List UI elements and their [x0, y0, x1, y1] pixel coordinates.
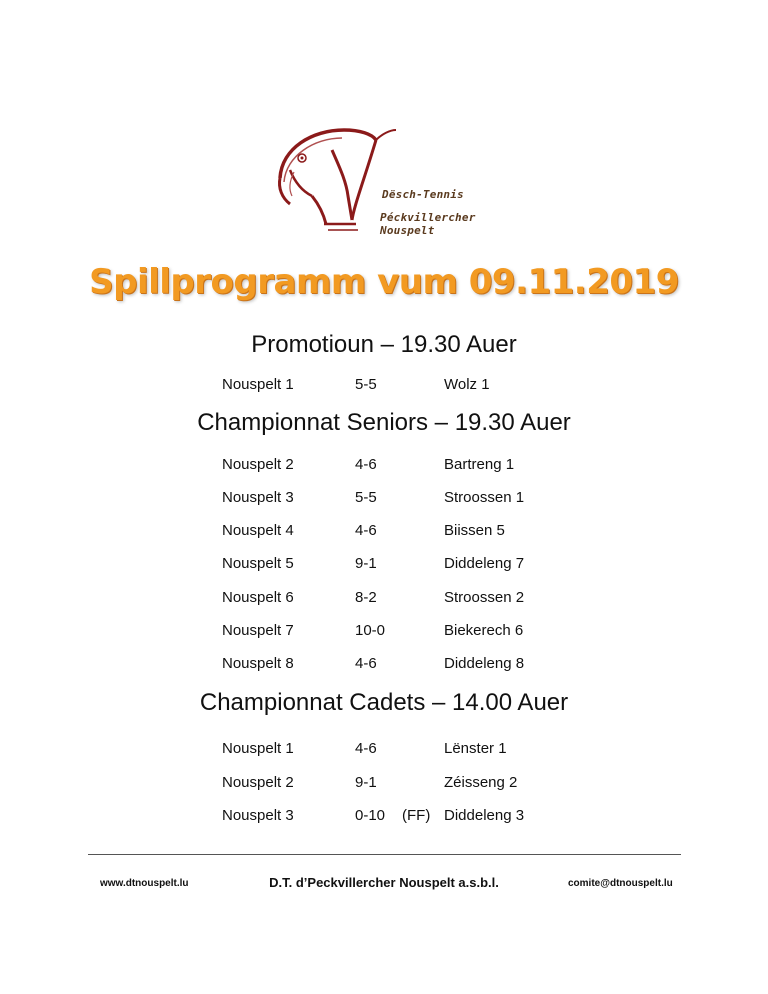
section-heading-cadets: Championnat Cadets – 14.00 Auer [199, 689, 569, 716]
match-row [0, 622, 768, 642]
match-score: 5-5 [355, 376, 377, 393]
away-team: Wolz 1 [444, 376, 490, 393]
match-row [0, 376, 768, 396]
home-team: Nouspelt 2 [222, 456, 294, 473]
home-team: Nouspelt 3 [222, 489, 294, 506]
match-score: 4-6 [355, 740, 377, 757]
footer-divider [88, 854, 681, 855]
home-team: Nouspelt 7 [222, 622, 294, 639]
match-score: 8-2 [355, 589, 377, 606]
logo-text-line2: Péckvillercher Nouspelt [380, 211, 476, 237]
footer-club-name: D.T. d’Peckvillercher Nouspelt a.s.b.l. [269, 875, 499, 890]
match-score: 4-6 [355, 456, 377, 473]
away-team: Stroossen 1 [444, 489, 525, 506]
logo-text-line1: Dësch-Tennis [382, 188, 464, 201]
match-row [0, 555, 768, 575]
match-score: 5-5 [355, 489, 377, 506]
match-row [0, 456, 768, 476]
match-score: 9-1 [355, 774, 377, 791]
page-title: Spillprogramm vum 09.11.2019 [89, 262, 679, 302]
section-heading-seniors: Championnat Seniors – 19.30 Auer [197, 409, 571, 436]
away-team: Biissen 5 [444, 522, 505, 539]
away-team: Zéisseng 2 [444, 774, 518, 791]
away-team: Diddeleng 8 [444, 655, 525, 672]
home-team: Nouspelt 8 [222, 655, 294, 672]
home-team: Nouspelt 4 [222, 522, 294, 539]
home-team: Nouspelt 5 [222, 555, 294, 572]
home-team: Nouspelt 1 [222, 740, 294, 757]
footer-website: www.dtnouspelt.lu [100, 878, 189, 889]
footer-email: comite@dtnouspelt.lu [568, 878, 673, 889]
match-row [0, 774, 768, 794]
away-team: Diddeleng 7 [444, 555, 525, 572]
home-team: Nouspelt 6 [222, 589, 294, 606]
away-team: Diddeleng 3 [444, 807, 525, 824]
club-logo [272, 120, 512, 235]
match-score: 9-1 [355, 555, 377, 572]
home-team: Nouspelt 2 [222, 774, 294, 791]
away-team: Stroossen 2 [444, 589, 525, 606]
away-team: Lënster 1 [444, 740, 507, 757]
home-team: Nouspelt 3 [222, 807, 294, 824]
match-score: 4-6 [355, 655, 377, 672]
away-team: Biekerech 6 [444, 622, 524, 639]
match-row [0, 740, 768, 760]
match-score: 0-10 [355, 807, 386, 824]
match-score: 4-6 [355, 522, 377, 539]
match-row [0, 522, 768, 542]
match-row [0, 655, 768, 675]
away-team: Bartreng 1 [444, 456, 515, 473]
match-row [0, 589, 768, 609]
section-heading-promotioun: Promotioun – 19.30 Auer [251, 331, 517, 358]
forfeit-note: (FF) [402, 807, 431, 824]
home-team: Nouspelt 1 [222, 376, 294, 393]
match-score: 10-0 [355, 622, 386, 639]
match-row [0, 489, 768, 509]
match-row [0, 807, 768, 827]
